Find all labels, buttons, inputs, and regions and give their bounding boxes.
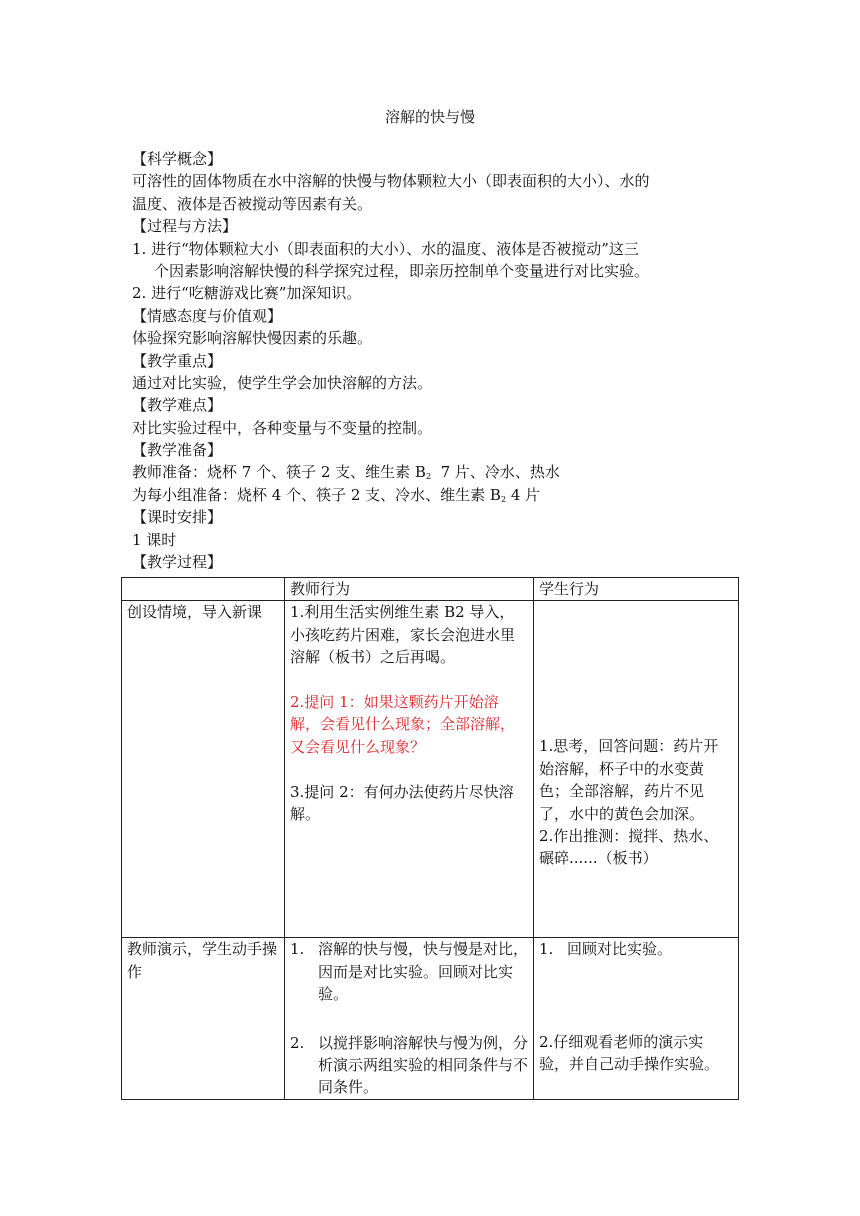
student-cell	[534, 601, 739, 938]
item-number: 2.	[290, 1033, 305, 1052]
item-text: 以搅拌影响溶解快与慢为例，分析演示两组实验的相同条件与不同条件。	[318, 1033, 529, 1097]
difficulty-text: 对比实验过程中，各种变量与不变量的控制。	[132, 418, 433, 437]
spacer	[539, 961, 733, 1031]
student-steps-list	[539, 938, 733, 960]
spacer	[539, 601, 733, 735]
schedule-heading: 【课时安排】	[132, 508, 223, 527]
table-row	[122, 938, 739, 1099]
concept-heading: 【科学概念】	[132, 150, 223, 168]
group-preparation-text: 4 片	[506, 485, 541, 504]
header-stage	[122, 578, 285, 601]
student-cell	[534, 938, 739, 1099]
list-item	[539, 938, 733, 960]
key-point-text: 通过对比实验，使学生学会加快溶解的方法。	[132, 373, 433, 392]
teaching-process-table	[121, 577, 739, 1100]
concept-text-line: 温度、液体是否被搅动等因素有关。	[132, 194, 373, 213]
student-step: 1.思考，回答问题：药片开始溶解，杯子中的水变黄色；全部溶解，药片不见了，水中的黄色会加深。	[539, 737, 719, 823]
student-step: 2.作出推测：搅拌、热水、碾碎......（板书）	[539, 827, 719, 868]
spacer	[290, 669, 528, 691]
item-number: 1.	[290, 940, 305, 959]
schedule-text: 1 课时	[132, 530, 177, 549]
header-student: 学生行为	[534, 578, 739, 601]
group-preparation	[132, 484, 752, 506]
subscript: 2	[425, 472, 432, 482]
table-row	[122, 601, 739, 938]
header-teacher: 教师行为	[285, 578, 534, 601]
key-point-heading: 【教学重点】	[132, 351, 223, 370]
process-item-1: 1. 进行“物体颗粒大小（即表面积的大小）、水的温度、液体是否被搅动”这三	[132, 239, 639, 258]
item-text: 溶解的快与慢，快与慢是对比，因而是对比实验。回顾对比实验。	[318, 940, 529, 1004]
teacher-question: 2.提问 1：如果这颗药片开始溶解，会看见什么现象；全部溶解，又会看见什么现象？	[290, 693, 516, 756]
teacher-cell	[285, 938, 534, 1099]
process-item-1-cont: 个因素影响溶解快慢的科学探究过程，即亲历控制单个变量进行对比实验。	[154, 261, 650, 280]
list-item	[290, 1032, 528, 1099]
emotion-heading: 【情感态度与价值观】	[132, 306, 283, 325]
difficulty-heading: 【教学难点】	[132, 396, 223, 415]
procedure-heading: 【教学过程】	[132, 553, 223, 572]
teacher-cell	[285, 601, 534, 938]
emotion-text: 体验探究影响溶解快慢因素的乐趣。	[132, 329, 373, 348]
spacer	[290, 1006, 528, 1032]
list-item	[290, 938, 528, 1005]
preparation-heading: 【教学准备】	[132, 441, 223, 460]
item-text: 回顾对比实验。	[567, 940, 673, 959]
teacher-step: 3.提问 2：有何办法使药片尽快溶解。	[290, 782, 514, 824]
process-item-2: 2. 进行“吃糖游戏比赛”加深知识。	[132, 284, 362, 303]
item-number: 1.	[539, 940, 554, 959]
lesson-plan-body	[132, 148, 752, 573]
teacher-preparation	[132, 461, 752, 483]
page-title: 溶解的快与慢	[384, 108, 475, 126]
concept-text-line: 可溶性的固体物质在水中溶解的快慢与物体颗粒大小（即表面积的大小）、水的	[132, 172, 650, 191]
process-heading: 【过程与方法】	[132, 217, 238, 236]
stage-cell: 创设情境，导入新课	[122, 601, 285, 938]
subscript: 2	[500, 494, 507, 504]
teacher-preparation-text: 教师准备：烧杯 7 个、筷子 2 支、维生素 B	[132, 463, 426, 482]
student-step: 2.仔细观看老师的演示实验，并自己动手操作实验。	[539, 1032, 720, 1074]
spacer	[290, 758, 528, 780]
teacher-steps-list	[290, 938, 528, 1098]
stage-cell: 教师演示，学生动手操作	[122, 938, 285, 1099]
teacher-step: 1.利用生活实例维生素 B2 导入，小孩吃药片困难，家长会泡进水里溶解（板书）之后再喝。	[290, 603, 516, 667]
table-header-row	[122, 578, 739, 601]
teacher-preparation-text: 7 片、冷水、热水	[431, 463, 560, 482]
group-preparation-text: 为每小组准备：烧杯 4 个、筷子 2 支、冷水、维生素 B	[132, 485, 501, 504]
